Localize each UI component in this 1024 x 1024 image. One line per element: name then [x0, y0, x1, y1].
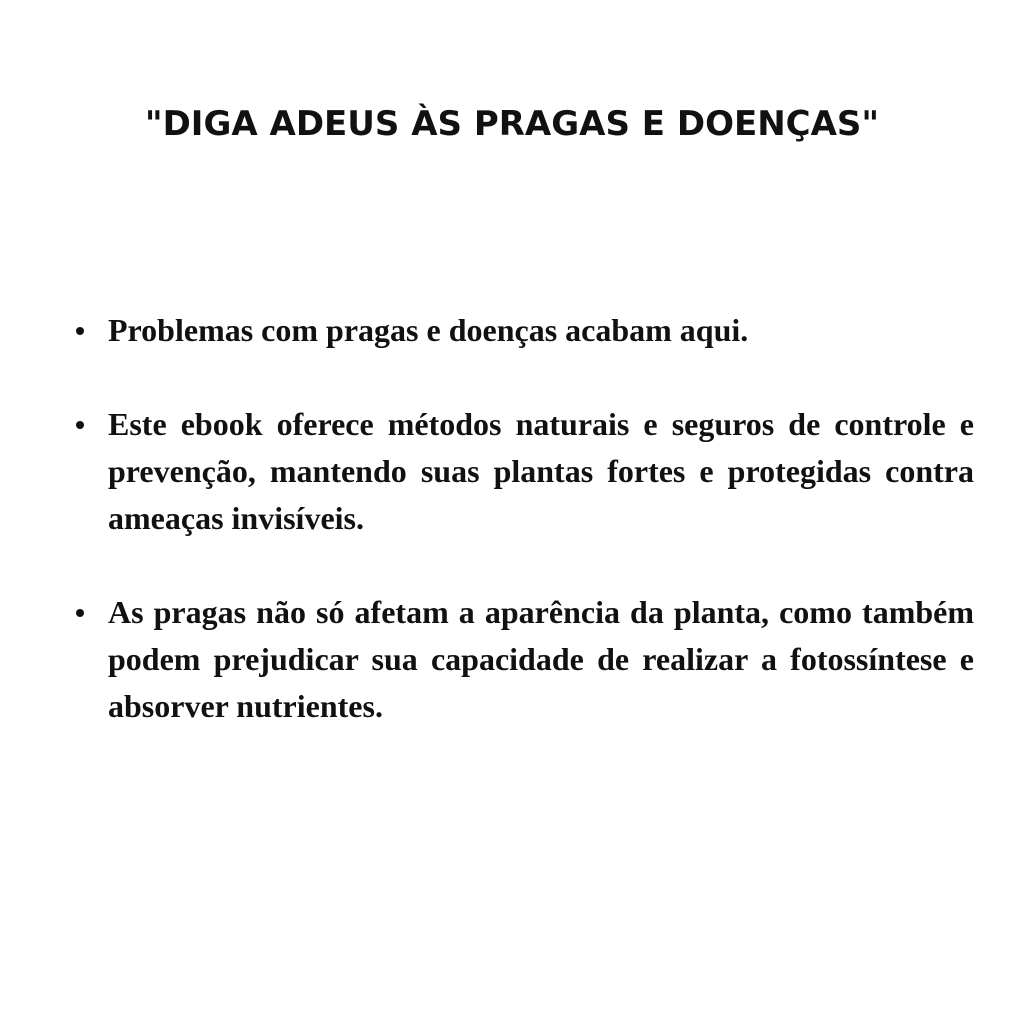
bullet-icon [76, 421, 84, 429]
bullet-icon [76, 327, 84, 335]
list-item [108, 307, 974, 354]
bullet-icon [76, 609, 84, 617]
list-item [108, 589, 974, 730]
list-item-text: As pragas não só afetam a aparência da planta, como também podem prejudicar sua capacidade de realizar a fotossíntese e absorver nutrientes. [108, 594, 974, 724]
list-item-text: Este ebook oferece métodos naturais e seguros de controle e prevenção, mantendo suas plantas fortes e protegidas contra ameaças invisíveis. [108, 406, 974, 536]
bullet-list [108, 307, 974, 777]
list-item [108, 401, 974, 542]
list-item-text: Problemas com pragas e doenças acabam aqui. [108, 312, 749, 348]
page-title: "DIGA ADEUS ÀS PRAGAS E DOENÇAS" [144, 104, 880, 144]
